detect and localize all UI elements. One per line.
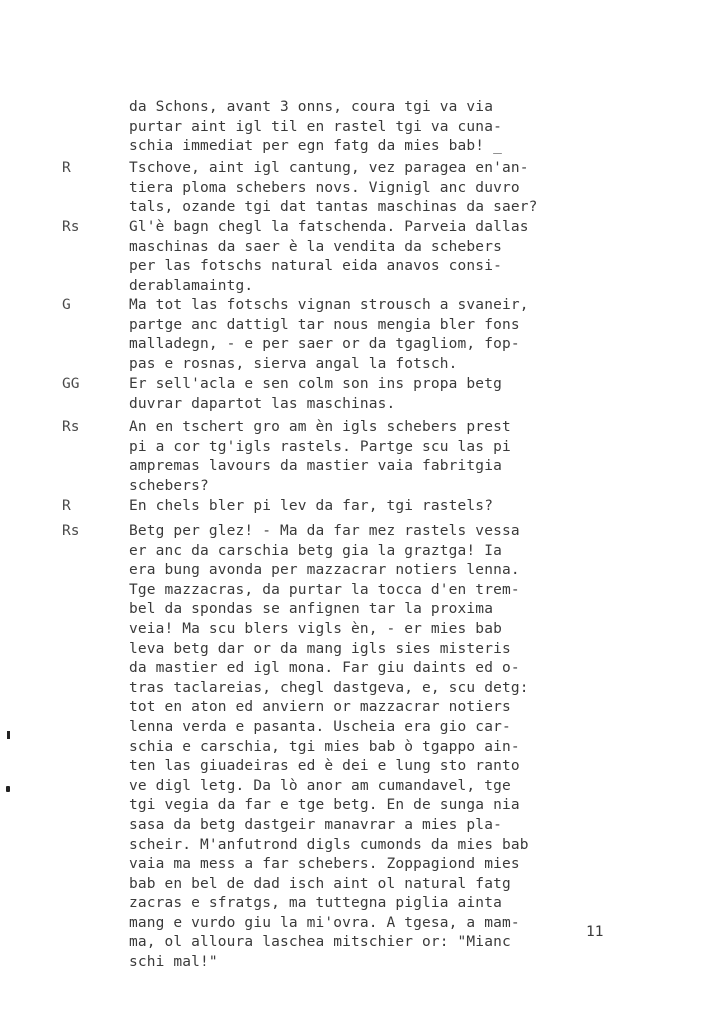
- text-line: ampremas lavours da mastier vaia fabritgia: [129, 458, 502, 475]
- text-line: pas e rosnas, sierva angal la fotsch.: [129, 355, 458, 372]
- paragraph-text: [129, 522, 689, 973]
- text-line: da mastier ed igl mona. Far giu daints ed o-: [129, 660, 520, 677]
- text-line: maschinas da saer è la vendita da schebers: [129, 238, 502, 255]
- text-line: era bung avonda per mazzacrar notiers lenna.: [129, 562, 520, 579]
- text-line: malladegn, - e per saer or da tgagliom, fop-: [129, 336, 520, 353]
- text-line: veia! Ma scu blers vigls èn, - er mies bab: [129, 620, 502, 637]
- text-line: ve digl letg. Da lò anor am cumandavel, tge: [129, 777, 511, 794]
- speaker-label: R: [62, 160, 71, 176]
- paragraph-text: [129, 375, 689, 414]
- text-line: Betg per glez! - Ma da far mez rastels vessa: [129, 523, 520, 539]
- paragraph-text: [129, 159, 689, 218]
- text-line: ma, ol alloura laschea mitschier or: "Mianc: [129, 934, 511, 951]
- margin-mark: [6, 786, 10, 792]
- text-line: vaia ma mess a far schebers. Zoppagiond mies: [129, 856, 520, 873]
- text-line: schia immediat per egn fatg da mies bab! _: [129, 138, 502, 155]
- text-line: lenna verda e pasanta. Uscheia era gio car-: [129, 718, 511, 735]
- page-number: 11: [586, 924, 604, 940]
- speaker-label: Rs: [62, 523, 80, 539]
- text-line: tiera ploma schebers novs. Vignigl anc duvro: [129, 179, 520, 196]
- speaker-label: Rs: [62, 419, 80, 435]
- text-line: tals, ozande tgi dat tantas maschinas da saer?: [129, 199, 538, 216]
- text-line: En chels bler pi lev da far, tgi rastels?: [129, 498, 494, 514]
- text-line: leva betg dar or da mang igls sies misteris: [129, 640, 511, 657]
- text-line: per las fotschs natural eida anavos consi-: [129, 258, 502, 275]
- speaker-label: G: [62, 297, 71, 313]
- text-line: purtar aint igl til en rastel tgi va cuna-: [129, 118, 502, 135]
- text-line: Tschove, aint igl cantung, vez paragea en'an-: [129, 160, 529, 176]
- text-line: tot en aton ed anviern or mazzacrar notiers: [129, 699, 511, 716]
- text-line: Gl'è bagn chegl la fatschenda. Parveia dallas: [129, 219, 529, 235]
- text-line: Ma tot las fotschs vignan strousch a svaneir,: [129, 297, 529, 313]
- text-line: An en tschert gro am èn igls schebers prest: [129, 419, 511, 435]
- speaker-label: Rs: [62, 219, 80, 235]
- paragraph-text: [129, 418, 689, 496]
- margin-mark: [7, 731, 10, 739]
- text-line: tgi vegia da far e tge betg. En de sunga nia: [129, 797, 520, 814]
- text-line: bel da spondas se anfignen tar la proxima: [129, 601, 494, 618]
- text-line: Er sell'acla e sen colm son ins propa betg: [129, 376, 502, 392]
- text-line: schia e carschia, tgi mies bab ò tgappo ain-: [129, 738, 520, 755]
- text-line: ten las giuadeiras ed è dei e lung sto ranto: [129, 758, 520, 775]
- paragraph-text: [129, 296, 689, 374]
- speaker-label: GG: [62, 376, 80, 392]
- text-line: pi a cor tg'igls rastels. Partge scu las pi: [129, 438, 511, 455]
- text-line: bab en bel de dad isch aint ol natural fatg: [129, 875, 511, 892]
- paragraph-text: [129, 218, 689, 296]
- text-line: partge anc dattigl tar nous mengia bler fons: [129, 316, 520, 333]
- text-line: duvrar dapartot las maschinas.: [129, 395, 396, 412]
- text-line: schi mal!": [129, 954, 218, 971]
- text-line: Tge mazzacras, da purtar la tocca d'en trem-: [129, 581, 520, 598]
- text-line: tras taclareias, chegl dastgeva, e, scu detg:: [129, 679, 529, 696]
- text-line: scheir. M'anfutrond digls cumonds da mies bab: [129, 836, 529, 853]
- text-line: mang e vurdo giu la mi'ovra. A tgesa, a mam-: [129, 914, 520, 931]
- text-line: derablamaintg.: [129, 277, 254, 294]
- text-line: schebers?: [129, 477, 209, 494]
- text-line: sasa da betg dastgeir manavrar a mies pla-: [129, 816, 502, 833]
- speaker-label: R: [62, 498, 71, 514]
- text-line: zacras e sfratgs, ma tuttegna piglia ainta: [129, 895, 502, 912]
- paragraph-text: [129, 497, 689, 517]
- text-line: da Schons, avant 3 onns, coura tgi va via: [129, 99, 494, 115]
- paragraph-text: [129, 98, 689, 157]
- text-line: er anc da carschia betg gia la graztga! Ia: [129, 542, 502, 559]
